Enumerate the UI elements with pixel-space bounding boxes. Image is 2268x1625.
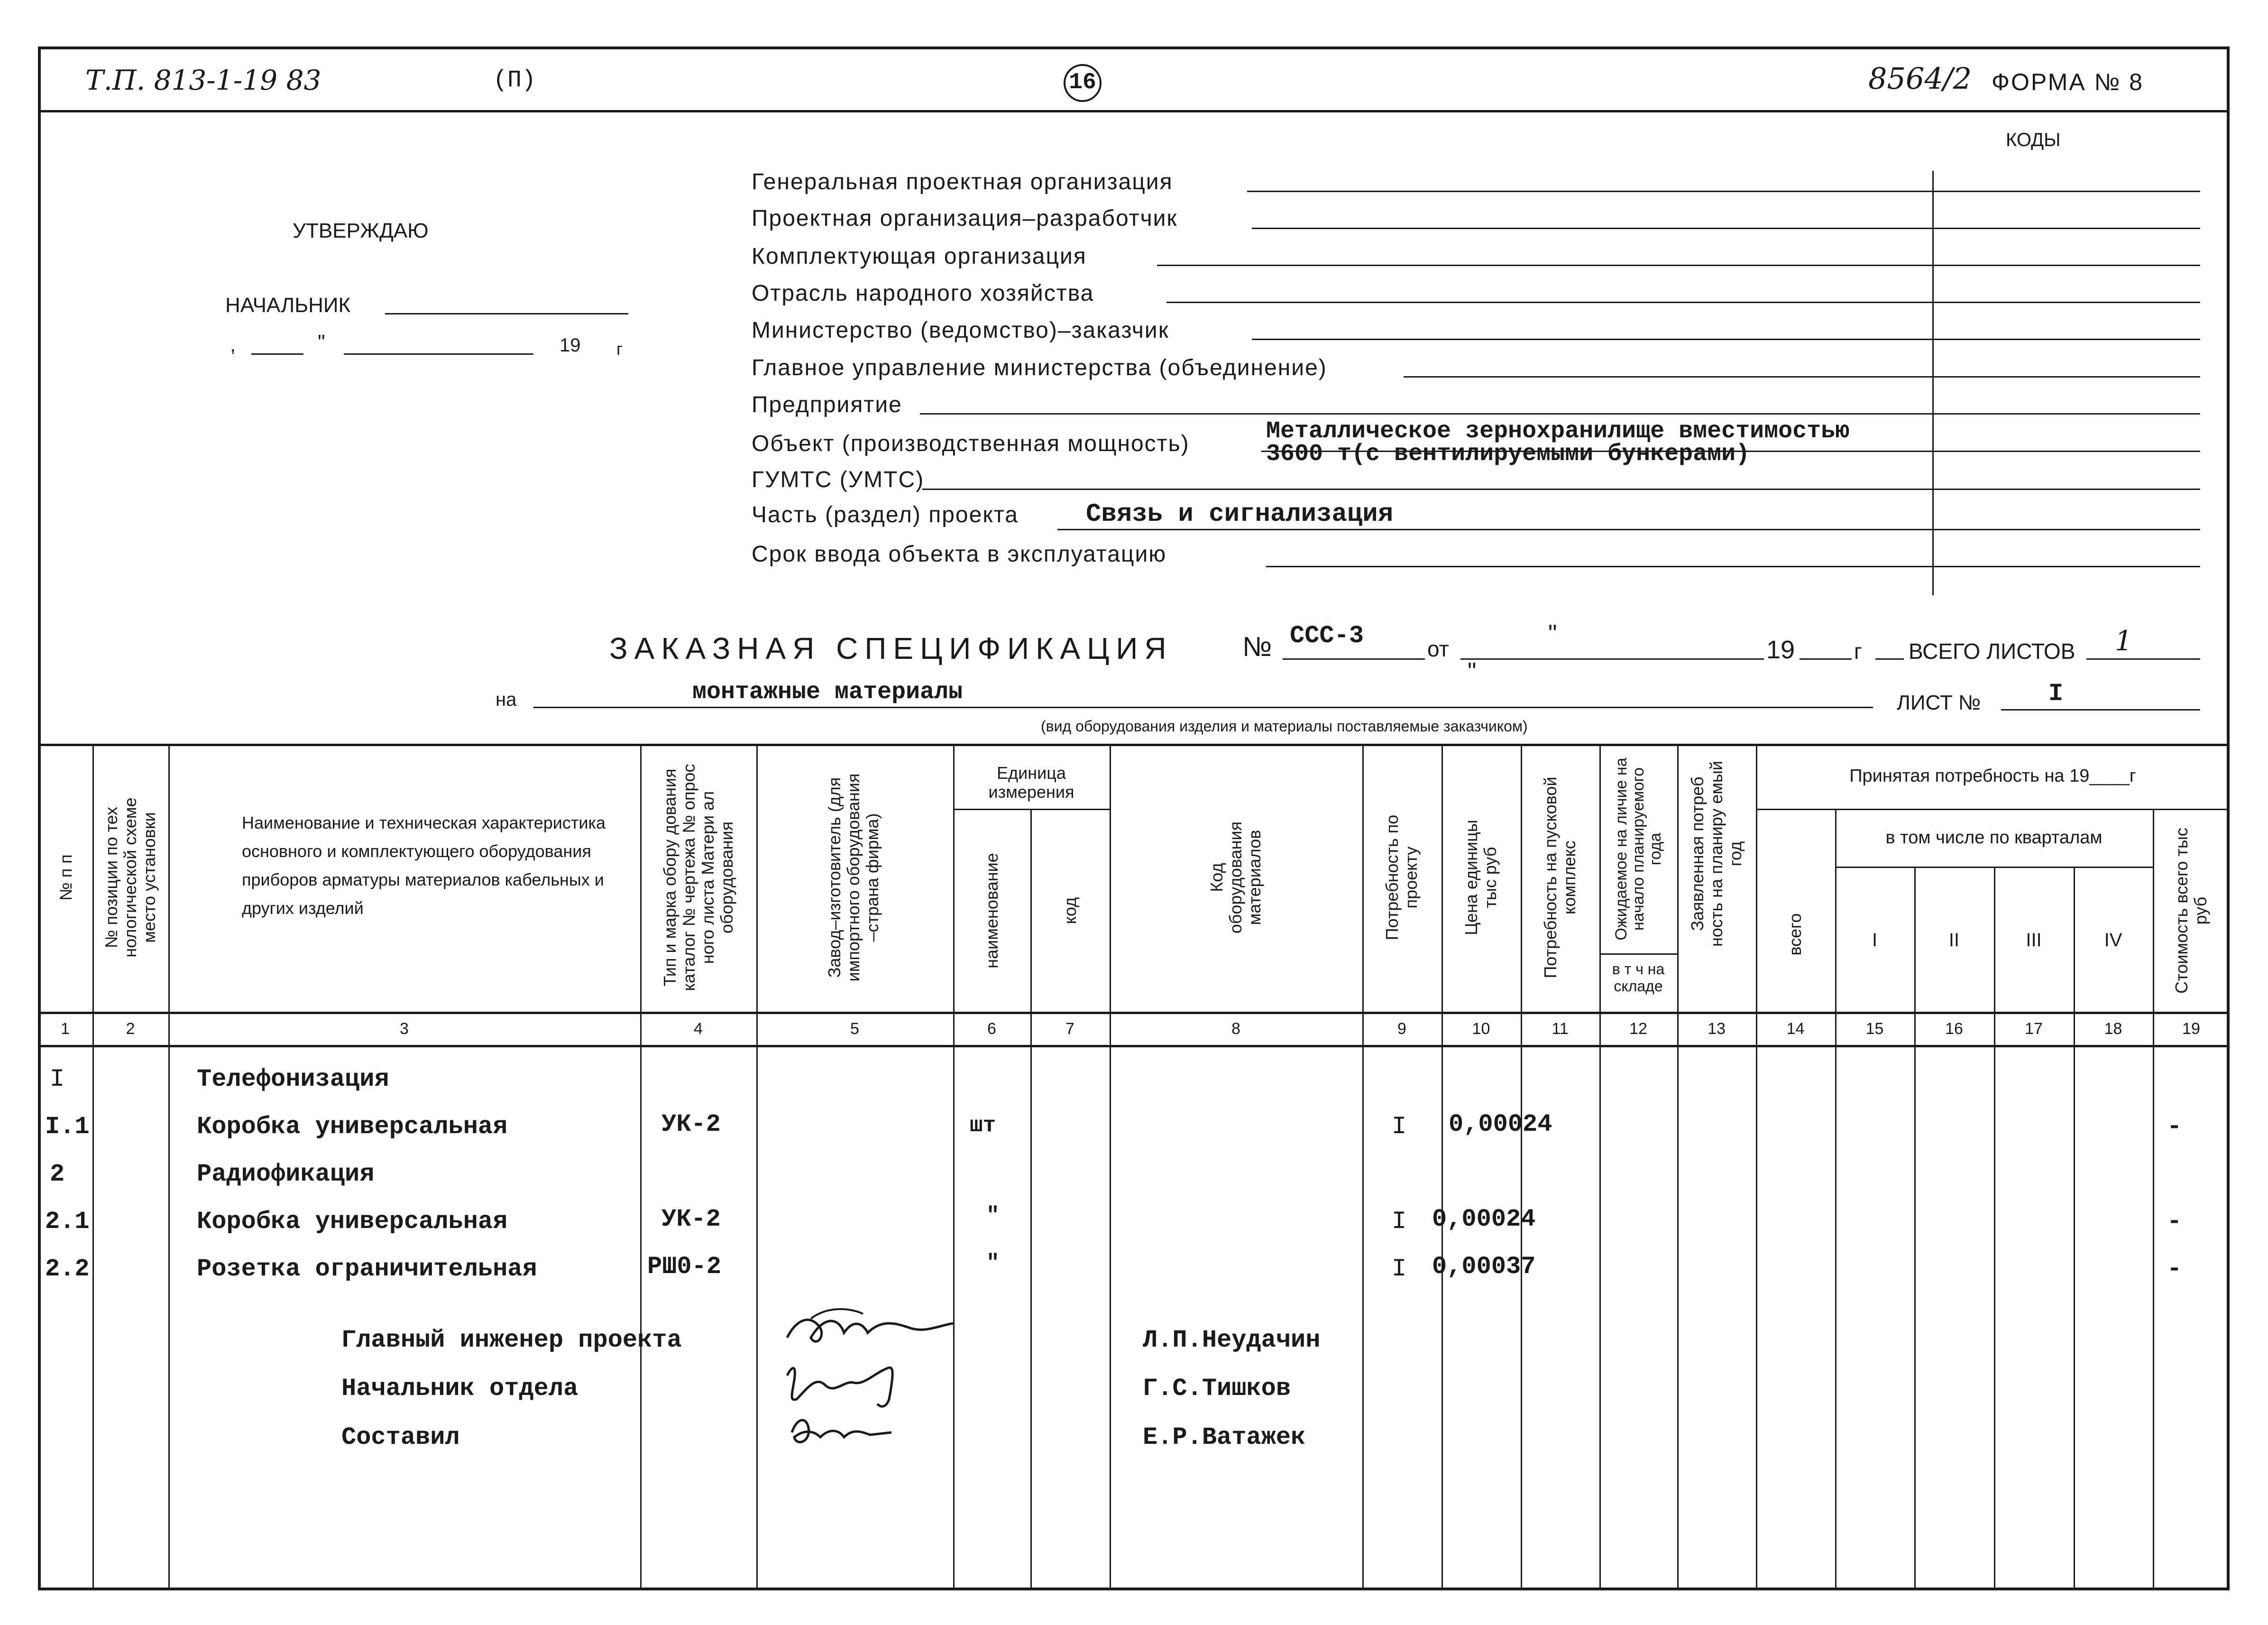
form-label: ФОРМА № 8 <box>1992 69 2144 95</box>
general-org-line <box>1247 191 2200 192</box>
gumts-line <box>922 489 2200 490</box>
supply-org-label: Комплектующая организация <box>752 244 1087 269</box>
spec-caption: (вид оборудования изделия и материалы поставляемые заказчиком) <box>1041 718 1528 735</box>
signature-role: Главный инженер проекта <box>341 1326 682 1354</box>
design-org-label: Проектная организация–разработчик <box>752 206 1178 231</box>
column-number: 4 <box>694 1020 703 1038</box>
row-position: I <box>50 1065 65 1093</box>
section-mark: (П) <box>493 67 536 94</box>
col-divider <box>1362 744 1364 1590</box>
spec-year-suffix: г <box>1854 639 1862 664</box>
col4-header: Тип и марка обору дования каталог № чертежа № опрос ного листа Матери ал оборудования <box>660 764 736 991</box>
row-unit: " <box>986 1251 1000 1275</box>
row-position: I.1 <box>45 1113 90 1141</box>
row-type: УК-2 <box>661 1205 721 1233</box>
column-number: 12 <box>1629 1020 1647 1038</box>
spec-dash <box>1875 658 1904 660</box>
object-label: Объект (производственная мощность) <box>752 431 1190 456</box>
codes-column-divider <box>1932 171 1934 595</box>
spec-no-label: № <box>1242 631 1272 662</box>
approve-year-suffix: г <box>616 339 623 359</box>
approve-title: УТВЕРЖДАЮ <box>293 219 429 242</box>
spec-from-label: от <box>1427 637 1449 661</box>
column-number: 19 <box>2182 1020 2200 1038</box>
unit-group-header: Единица измерения <box>988 763 1074 802</box>
row-unit: " <box>986 1203 1000 1228</box>
spec-no-value: ССС-3 <box>1290 622 1364 650</box>
row-qty: I <box>1392 1208 1407 1236</box>
col-divider <box>1442 744 1443 1590</box>
column-number: 11 <box>1552 1020 1569 1038</box>
column-number: 10 <box>1472 1020 1490 1038</box>
industry-label: Отрасль народного хозяйства <box>752 281 1094 306</box>
project-code: Т.П. 813-1-19 83 <box>85 64 321 96</box>
row-cost: - <box>2167 1255 2182 1283</box>
spec-on-value: монтажные материалы <box>692 679 963 706</box>
industry-line <box>1166 302 2200 303</box>
row-cost: - <box>2167 1113 2182 1141</box>
col-divider <box>1110 744 1111 1590</box>
spec-total-sheets-label: ВСЕГО ЛИСТОВ <box>1909 639 2075 664</box>
column-number: 13 <box>1708 1020 1726 1038</box>
col17-header: III <box>2026 930 2042 951</box>
accepted-group-divider <box>1756 809 2230 810</box>
col6-header: наименование <box>982 853 1001 969</box>
row-name: Коробка универсальная <box>197 1113 508 1141</box>
column-number: 14 <box>1786 1020 1805 1038</box>
spec-quote-b: " <box>1468 658 1477 685</box>
signature-stroke <box>792 1420 891 1442</box>
column-number: 6 <box>987 1020 996 1038</box>
spec-year-prefix: 19 <box>1766 636 1795 664</box>
enterprise-label: Предприятие <box>752 392 902 417</box>
column-number: 1 <box>61 1020 70 1038</box>
col18-header: IV <box>2104 930 2122 951</box>
chief-label: НАЧАЛЬНИК <box>225 294 351 317</box>
row-qty: I <box>1392 1113 1407 1141</box>
doc-number: 8564/2 <box>1868 61 1972 96</box>
col1-header: № п п <box>56 854 75 901</box>
col-divider <box>168 744 170 1590</box>
col5-header: Завод–изготовитель (для импортного оборудования –страна фирма) <box>825 773 882 982</box>
page-number: 16 <box>1069 70 1096 95</box>
signature-role: Составил <box>341 1423 460 1451</box>
column-number: 16 <box>1945 1020 1963 1038</box>
col7-header: код <box>1060 897 1080 924</box>
column-number: 15 <box>1865 1020 1884 1038</box>
handwritten-signatures <box>768 1300 996 1470</box>
row-unit: шт <box>970 1113 996 1138</box>
approve-year-prefix: 19 <box>560 335 581 356</box>
row-name: Розетка ограничительная <box>197 1255 537 1283</box>
part-value: Связь и сигнализация <box>1086 500 1394 529</box>
signature-name: Л.П.Неудачин <box>1143 1326 1321 1354</box>
enterprise-line <box>920 413 2200 415</box>
col15-header: I <box>1872 930 1878 951</box>
spec-quote-a: " <box>1548 620 1557 647</box>
row-type: РШ0-2 <box>647 1253 722 1281</box>
signature-name: Г.С.Тишков <box>1143 1375 1291 1403</box>
col-divider <box>756 744 758 1590</box>
main-dept-label: Главное управление министерства (объединение) <box>752 355 1327 380</box>
col10-header: Цена единицы тыс руб <box>1461 820 1500 935</box>
main-dept-line <box>1404 376 2200 378</box>
stamp-separator <box>38 110 2230 112</box>
part-label: Часть (раздел) проекта <box>752 502 1019 527</box>
quarters-group-header: в том числе по кварталам <box>1885 828 2103 848</box>
signature-stroke <box>811 1309 863 1319</box>
date-quote-open: , <box>230 333 236 356</box>
unit-group-divider <box>953 809 1110 810</box>
col-divider <box>1756 744 1757 1590</box>
codes-label: КОДЫ <box>2006 129 2061 150</box>
col-divider <box>1599 744 1601 1590</box>
stock-subdivider <box>1599 953 1677 955</box>
col-divider <box>1835 809 1836 1590</box>
spec-year-line <box>1800 658 1852 660</box>
col14-header: всего <box>1785 913 1805 956</box>
spec-no-line <box>1283 658 1425 660</box>
spec-title: ЗАКАЗНАЯ СПЕЦИФИКАЦИЯ <box>609 631 1173 665</box>
col-divider <box>1914 867 1916 1590</box>
column-number: 7 <box>1065 1020 1074 1038</box>
col-divider <box>1677 744 1679 1590</box>
row-qty: I <box>1392 1255 1407 1283</box>
row-name: Коробка универсальная <box>197 1208 508 1236</box>
row-name: Радиофикация <box>197 1160 375 1188</box>
object-value-line1: Металлическое зернохранилище вместимостью <box>1266 418 1850 445</box>
signature-stroke <box>787 1367 892 1406</box>
column-number: 8 <box>1231 1020 1240 1038</box>
part-line <box>1057 529 2200 530</box>
row-position: 2.1 <box>45 1208 90 1236</box>
table-top-border <box>38 744 2230 746</box>
spec-on-line <box>533 707 1873 708</box>
row-price: 0,00024 <box>1432 1205 1536 1233</box>
object-value-line2: 3600 т(с вентилируемыми бункерами) <box>1266 441 1750 468</box>
deadline-label: Срок ввода объекта в эксплуатацию <box>752 542 1167 567</box>
spec-sheet-line <box>2001 709 2200 711</box>
spec-date-line <box>1460 658 1764 660</box>
col-divider <box>640 744 642 1590</box>
quarters-group-divider <box>1835 867 2153 868</box>
col19-header: Стоимость всего тыс руб <box>2172 828 2210 994</box>
col8-header: Код оборудования материалов <box>1207 821 1264 934</box>
spec-total-sheets-value: 1 <box>2115 625 2132 657</box>
row-position: 2.2 <box>45 1255 90 1283</box>
deadline-line <box>1266 566 2200 567</box>
col11-header: Потребность на пусковой комплекс <box>1541 776 1579 979</box>
col12-sub-header: в т ч на складе <box>1612 960 1665 995</box>
general-org-label: Генеральная проектная организация <box>752 169 1173 194</box>
signature-role: Начальник отдела <box>341 1375 578 1403</box>
col-divider <box>2074 867 2075 1590</box>
row-position: 2 <box>50 1160 65 1188</box>
ministry-label: Министерство (ведомство)–заказчик <box>752 318 1169 343</box>
spec-on-label: на <box>496 689 517 710</box>
date-quote-close: " <box>318 331 325 354</box>
object-line <box>1261 451 2200 452</box>
row-cost: - <box>2167 1208 2182 1236</box>
col12-header: Ожидаемое на личие на начало планируемого года <box>1612 757 1664 941</box>
spec-total-sheets-line <box>2086 658 2200 660</box>
column-number: 5 <box>850 1020 859 1038</box>
col-divider <box>2153 809 2154 1590</box>
table-numbers-bottom <box>38 1045 2230 1047</box>
row-name: Телефонизация <box>197 1065 389 1093</box>
signature-stroke <box>787 1320 953 1342</box>
col3-header: Наименование и техническая характеристика основного и комплектующего оборудования приборов арматуры материалов кабельных и других изделий <box>242 813 606 918</box>
col13-header: Заявленная потреб ность на планиру емый год <box>1688 761 1745 947</box>
spec-sheet-label: ЛИСТ № <box>1897 691 1981 714</box>
ministry-line <box>1252 339 2200 340</box>
row-price: 0,00037 <box>1432 1253 1536 1281</box>
design-org-line <box>1252 228 2200 229</box>
row-price: 0,00024 <box>1449 1110 1552 1138</box>
col-divider <box>1030 809 1032 1590</box>
col-divider <box>92 744 94 1590</box>
signature-name: Е.Р.Ватажек <box>1143 1423 1306 1451</box>
column-number: 17 <box>2025 1020 2043 1038</box>
gumts-label: ГУМТС (УМТС) <box>752 467 925 492</box>
col9-header: Потребность по проекту <box>1382 814 1421 941</box>
column-number: 3 <box>400 1020 409 1038</box>
column-number: 2 <box>126 1020 135 1038</box>
supply-org-line <box>1157 265 2200 266</box>
column-number: 18 <box>2104 1020 2122 1038</box>
approve-month-line <box>344 353 533 355</box>
column-number: 9 <box>1397 1020 1406 1038</box>
spec-sheet-value: I <box>2048 680 2064 708</box>
col16-header: II <box>1948 930 1960 951</box>
chief-signature-line <box>385 313 628 314</box>
approve-day-line <box>251 353 303 355</box>
row-type: УК-2 <box>661 1110 721 1138</box>
col-divider <box>1521 744 1522 1590</box>
table-header-bottom <box>38 1012 2230 1014</box>
col2-header: № позиции по тех нологической схеме место установки <box>101 797 159 958</box>
accepted-group-header: Принятая потребность на 19____г <box>1849 766 2136 786</box>
col-divider <box>1994 867 1995 1590</box>
